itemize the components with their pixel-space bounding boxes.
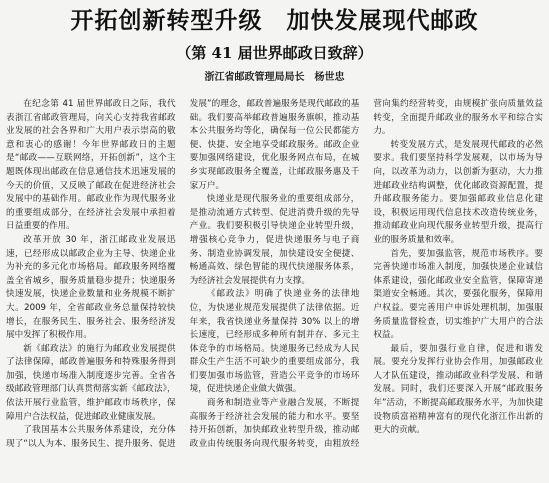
article-body bbox=[6, 98, 543, 478]
article-subtitle: （第 41 届世界邮政日致辞） bbox=[176, 44, 373, 62]
body-paragraph: 在纪念第 41 届世界邮政日之际，我代表浙江省邮政管理局，向关心支持我省邮政业发展的社会各界和广大用户表示崇高的敬意和衷心的感谢！今年世界邮政日的主题是“邮政——互联网络，开拓创新”，这个主题既体现出邮政在信息通信技术迅速发展的今天的价值，又反映了邮政在促进经济社会发展中的基础作用。邮政业作为现代服务业的重要组成部分，在经济社会发展中承担着日益重要的作用。 bbox=[6, 99, 176, 232]
body-paragraph: 商务和制造业等产业融合发展，不断提高服务于经济社会发展的能力和水平。要坚持开拓创新，加快邮政业转型升级，推动邮政业由传统服务向现代服务转变，由粗放经营向集约经营转变，由规模扩张向质量效益转变，全面提升邮政业的服务水平和综合实力。 bbox=[189, 99, 543, 449]
body-paragraph: 首先，要加强监管，规范市场秩序。要完善快递市场准入制度，加强快递企业诚信体系建设，强化邮政业安全监管，保障寄递渠道安全畅通。其次，要强化服务，保障用户权益。要完善用户申诉处理机制，加强服务质量监督检查，切实维护广大用户的合法权益。 bbox=[373, 248, 543, 341]
body-paragraph: 快递业是现代服务业的重要组成部分，是推动流通方式转型、促进消费升级的先导产业。我们要积极引导快递企业转型升级，增强核心竞争力，促进快递服务与电子商务、制造业协调发展，加快建设安全便捷、畅通高效、绿色智能的现代快递服务体系，为经济社会发展提供有力支撑。 bbox=[189, 194, 360, 286]
body-paragraph: 最后，要加强行业自律，促进和谐发展。要充分发挥行业协会作用，加强邮政业人才队伍建设，推动邮政业科学发展、和谐发展。同时，我们还要深入开展“邮政服务年”活动，不断提高邮政服务水平，为加快建设物质富裕精神富有的现代化浙江作出新的更大的贡献。 bbox=[373, 343, 543, 436]
author-byline: 浙江省邮政管理局局长 杨世忠 bbox=[204, 72, 345, 83]
body-paragraph: 新《邮政法》的施行为邮政业发展提供了法律保障，邮政普遍服务和特殊服务得到加强，快递市场准入制度逐步完善。全省各级邮政管理部门认真贯彻落实新《邮政法》，依法开展行业监管，维护邮政市场秩序，保障用户合法权益，促进邮政业健康发展。 bbox=[6, 343, 176, 422]
body-paragraph: 转变发展方式，是发展现代邮政的必然要求。我们要坚持科学发展观，以市场为导向，以改革为动力，以创新为驱动，大力推进邮政业结构调整，优化邮政资源配置，提升邮政服务能力。要加强邮政业信息化建设，积极运用现代信息技术改造传统业务，推动邮政业向现代服务业转型升级，提高行业的服务质量和效率。 bbox=[373, 139, 543, 245]
body-paragraph: 改革开放 30 年，浙江邮政业发展迅速，已经形成以邮政企业为主导、快递企业为补充的多元化市场格局。邮政服务网络覆盖全省城乡，服务质量稳步提升；快递服务快速发展，快递企业数量和业务规模不断扩大。2009 年，全省邮政业务总量保持较快增长，在服务民生、服务社会、服务经济发展中发挥了积极作用。 bbox=[6, 234, 176, 341]
article-title: 开拓创新转型升级 加快发展现代邮政 bbox=[70, 7, 479, 34]
body-paragraph: 了我国基本公共服务体系建设，充分体现了“以人为本、服务民生、提升服务、促进发展”的理念，邮政普遍服务是现代邮政的基础。我们要高举邮政普遍服务旗帜，推动基本公共服务均等化，确保每一位公民都能方便、快捷、安全地享受邮政服务。邮政企业要加强网络建设，优化服务网点布局，在城乡实现邮政服务全覆盖，让邮政服务惠及千家万户。 bbox=[6, 99, 360, 449]
body-paragraph: 《邮政法》明确了快递业务的法律地位，为快递业规范发展提供了法律依据。近年来，我省快递业务量保持 30% 以上的增长速度，已经形成多种所有制并存、多元主体竞争的市场格局。快递服务已经成为人民群众生产生活不可缺少的重要组成部分，我们要加强市场监管，营造公平竞争的市场环境，促进快递企业做大做强。 bbox=[189, 289, 360, 395]
